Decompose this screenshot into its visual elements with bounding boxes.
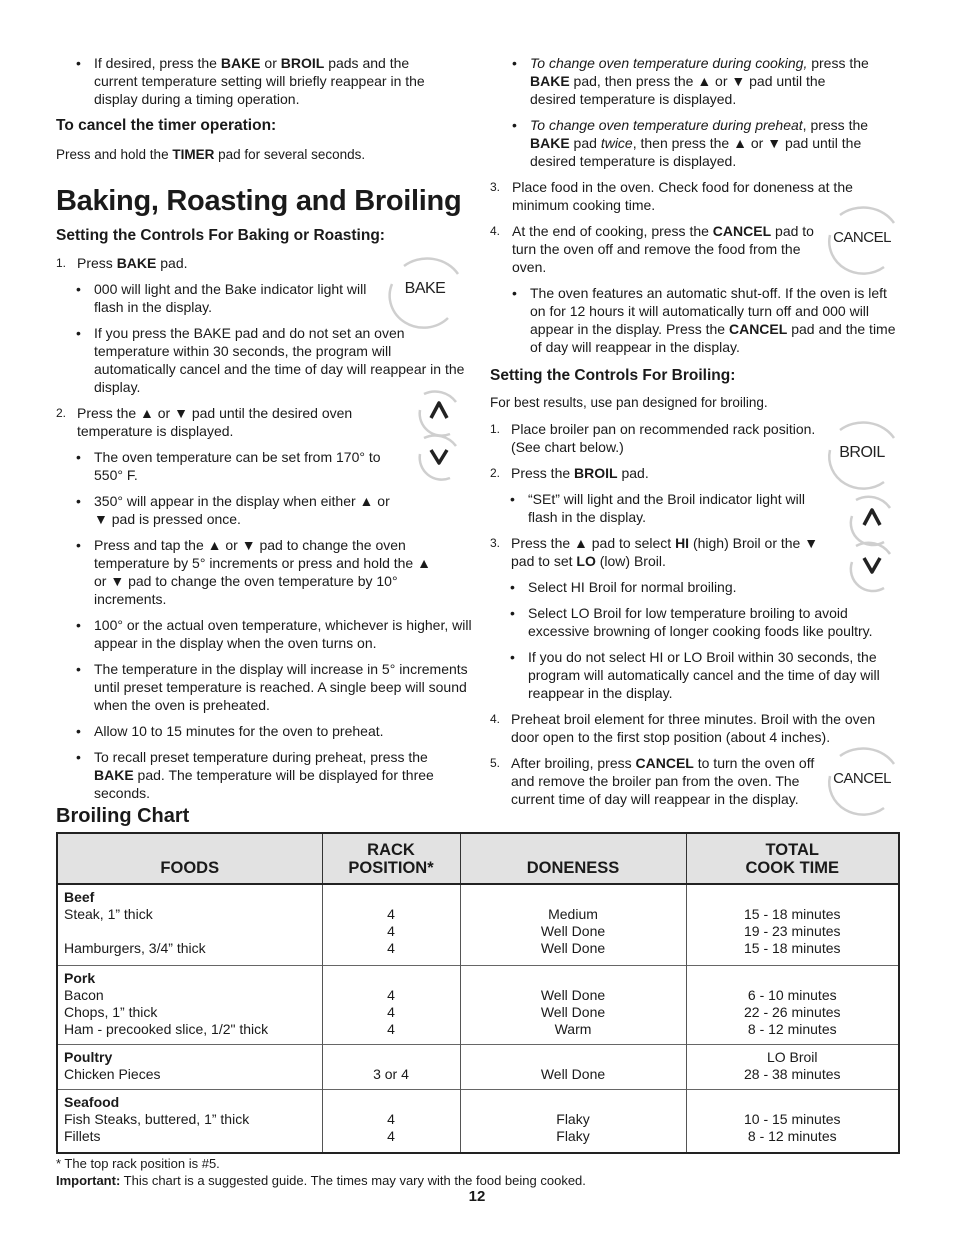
cell-doneness-line: Well Done xyxy=(540,1003,606,1020)
cell-food xyxy=(57,1044,322,1089)
cancel-pad-label: CANCEL xyxy=(833,770,891,787)
page-number: 12 xyxy=(468,1188,486,1205)
cell-time-line: 28 - 38 minutes xyxy=(744,1065,841,1082)
header-foods: FOODS xyxy=(57,833,322,884)
spacer xyxy=(693,1094,893,1111)
header-rack-position: RACK POSITION* xyxy=(322,833,460,884)
down-arrow-pad-graphic xyxy=(850,542,894,592)
cell-rack xyxy=(322,1044,460,1089)
auto-shutoff-bullet: • The oven features an automatic shut-off. If the oven is left on for 12 hours it will automatically turn off and 000 will appear in the display. Press the CANCEL pad and the time of day will reappear in the display. xyxy=(490,284,900,356)
broil-step-3-bullet: • Select LO Broil for low temperature broiling to avoid excessive browning of longer cooking foods like poultry. xyxy=(490,604,900,640)
rack-footnote: * The top rack position is #5. xyxy=(56,1156,220,1171)
cell-doneness-line: Well Done xyxy=(540,940,606,956)
bake-step-1-bullet: • If you press the BAKE pad and do not set an oven temperature within 30 seconds, the program will automatically cancel and the time of day will reappear in the display. xyxy=(56,324,476,396)
header-cook-time: TOTAL COOK TIME xyxy=(686,833,899,884)
cell-rack xyxy=(322,884,460,965)
change-temp-cooking-bullet: • To change oven temperature during cooking, press the BAKE pad, then press the ▲ or ▼ pad until the desired temperature is displayed. xyxy=(490,54,870,108)
group-name: Seafood xyxy=(64,1093,120,1110)
broil-step-1: 1. Place broiler pan on recommended rack position. (See chart below.) xyxy=(490,421,816,455)
spacer xyxy=(467,970,680,987)
table-row xyxy=(57,965,899,1044)
spacer xyxy=(693,889,893,906)
spacer xyxy=(467,889,680,906)
cell-doneness-line: Warm xyxy=(554,1020,592,1037)
cell-rack-line: 4 xyxy=(387,1127,395,1144)
spacer xyxy=(467,1049,680,1066)
broil-step-3: 3. Press the ▲ pad to select HI (high) Broil or the ▼ pad to set LO (low) Broil. xyxy=(490,535,819,569)
up-arrow-icon xyxy=(418,388,460,436)
cell-rack-line: 4 xyxy=(387,940,395,956)
cell-doneness-line: Medium xyxy=(548,906,598,922)
cell-rack-line: 4 xyxy=(387,906,395,922)
cell-time xyxy=(686,965,899,1044)
cell-food xyxy=(57,965,322,1044)
cell-time-line: 8 - 12 minutes xyxy=(747,1020,837,1037)
cell-time xyxy=(686,884,899,965)
broil-step-2: 2. Press the BROIL pad. xyxy=(490,465,649,481)
cell-rack-line: 4 xyxy=(387,986,395,1003)
cancel-pad-graphic xyxy=(826,746,898,812)
table-row xyxy=(57,1089,899,1153)
cell-doneness-line: Flaky xyxy=(556,1127,590,1144)
group-name: Poultry xyxy=(64,1048,113,1065)
bake-step-3: 3. Place food in the oven. Check food for doneness at the minimum cooking time. xyxy=(490,179,853,213)
cell-rack-line: 4 xyxy=(387,923,395,939)
bake-step-1-bullet: • 000 will light and the Bake indicator light will flash in the display. xyxy=(56,280,386,316)
up-arrow-pad-graphic xyxy=(418,388,460,436)
broiling-chart-table xyxy=(56,832,900,1154)
table-row xyxy=(57,1044,899,1089)
broil-pad-graphic xyxy=(826,420,898,486)
spacer xyxy=(329,1049,454,1066)
cell-doneness-line: Well Done xyxy=(540,1065,606,1082)
cell-food xyxy=(57,1089,322,1153)
change-temp-preheat-bullet: • To change oven temperature during preheat, press the BAKE pad twice, then press the ▲ or ▼ pad until the desired temperature is displayed. xyxy=(490,116,890,170)
bake-pad-label: BAKE xyxy=(404,280,446,297)
group-name: Beef xyxy=(64,889,95,905)
cell-doneness xyxy=(460,965,686,1044)
broil-step-5: 5. After broiling, press CANCEL to turn the oven off and remove the broiler pan from the oven. The current time of day will reappear in the display. xyxy=(490,755,815,807)
cell-food-line: Fish Steaks, buttered, 1” thick xyxy=(64,1110,250,1127)
spacer xyxy=(467,1094,680,1111)
cell-food-line: Bacon xyxy=(64,986,104,1003)
cancel-timer-text: Press and hold the TIMER pad for several seconds. xyxy=(56,147,366,162)
cell-time-line: 15 - 18 minutes xyxy=(744,940,841,956)
cell-doneness xyxy=(460,884,686,965)
header-doneness: DONENESS xyxy=(460,833,686,884)
broil-pad-label: BROIL xyxy=(839,444,885,461)
bake-step-2-bullet: • 100° or the actual oven temperature, whichever is higher, will appear in the display when the oven turns on. xyxy=(56,616,476,652)
bake-step-2-bullet: • The oven temperature can be set from 170° to 550° F. xyxy=(56,448,396,484)
cell-food xyxy=(57,884,322,965)
cell-rack xyxy=(322,965,460,1044)
group-time-note: LO Broil xyxy=(766,1048,818,1065)
cell-time-line: 8 - 12 minutes xyxy=(747,1127,837,1144)
cell-food-line: Steak, 1” thick xyxy=(64,906,153,922)
up-arrow-icon xyxy=(850,494,894,544)
table-body xyxy=(57,884,899,1153)
broiling-heading: Setting the Controls For Broiling: xyxy=(490,367,736,384)
group-name: Pork xyxy=(64,969,96,986)
cell-doneness xyxy=(460,1044,686,1089)
cell-food-line xyxy=(64,923,316,940)
bake-step-1: 1. Press BAKE pad. xyxy=(56,255,188,271)
cell-rack-line: 3 or 4 xyxy=(373,1065,409,1082)
baking-heading: Setting the Controls For Baking or Roasting: xyxy=(56,227,385,244)
cell-time-line: 19 - 23 minutes xyxy=(744,923,841,939)
timer-recall-bullet: • If desired, press the BAKE or BROIL pads and the current temperature setting will briefly reappear in the display during a timing operation. xyxy=(56,54,456,108)
cell-food-line: Chops, 1” thick xyxy=(64,1003,158,1020)
cell-food-line: Ham - precooked slice, 1/2" thick xyxy=(64,1020,269,1037)
cell-time-line: 22 - 26 minutes xyxy=(744,1003,841,1020)
down-arrow-icon xyxy=(418,434,460,482)
bake-pad-graphic xyxy=(388,256,462,322)
broil-step-3-bullet: • Select HI Broil for normal broiling. xyxy=(490,578,900,596)
broil-step-3-bullet: • If you do not select HI or LO Broil within 30 seconds, the program will automatically cancel and the time of day will reappear in the display. xyxy=(490,648,900,702)
cell-doneness-line: Well Done xyxy=(540,986,606,1003)
table-row xyxy=(57,884,899,965)
broiling-chart-title: Broiling Chart xyxy=(56,805,190,827)
down-arrow-icon xyxy=(850,542,894,592)
broil-step-4: 4. Preheat broil element for three minutes. Broil with the oven door open to the first stop position (about 4 inches). xyxy=(490,711,876,745)
cell-doneness-line: Flaky xyxy=(556,1110,590,1127)
bake-step-2-bullet: • The temperature in the display will increase in 5° increments until preset temperature is reached. A single beep will sound when the oven is preheated. xyxy=(56,660,476,714)
cell-rack-line: 4 xyxy=(387,1020,395,1037)
cell-food-line: Chicken Pieces xyxy=(64,1065,161,1082)
cell-doneness xyxy=(460,1089,686,1153)
cell-rack-line: 4 xyxy=(387,1003,395,1020)
spacer xyxy=(693,970,893,987)
cell-doneness-line: Well Done xyxy=(540,923,606,939)
bake-step-4: 4. At the end of cooking, press the CANCEL pad to turn the oven off and remove the food from the oven. xyxy=(490,223,814,275)
up-arrow-pad-graphic xyxy=(850,494,894,544)
broil-step-2-bullet: • “SEt” will light and the Broil indicator light will flash in the display. xyxy=(490,490,820,526)
spacer xyxy=(329,970,454,987)
table-footnote xyxy=(56,1155,586,1189)
important-note: Important: This chart is a suggested guide. The times may vary with the food being cooked. xyxy=(56,1173,586,1188)
bake-step-2-bullet: • Press and tap the ▲ or ▼ pad to change the oven temperature by 5° increments or press and hold the ▲ or ▼ pad to change the oven temperature by 10° increments. xyxy=(56,536,436,608)
bake-step-2-bullet: • 350° will appear in the display when either ▲ or ▼ pad is pressed once. xyxy=(56,492,396,528)
cancel-pad-graphic xyxy=(826,205,898,271)
cell-rack-line: 4 xyxy=(387,1110,395,1127)
cell-rack xyxy=(322,1089,460,1153)
cell-time xyxy=(686,1044,899,1089)
cell-food-line: Hamburgers, 3/4” thick xyxy=(64,940,206,956)
down-arrow-pad-graphic xyxy=(418,434,460,482)
cell-food-line: Fillets xyxy=(64,1127,101,1144)
section-title: Baking, Roasting and Broiling xyxy=(56,185,462,217)
table-header-row xyxy=(57,833,899,884)
cell-time-line: 10 - 15 minutes xyxy=(744,1110,841,1127)
left-column xyxy=(56,54,476,810)
recall-preheat-bullet: • To recall preset temperature during preheat, press the BAKE pad. The temperature will be displayed for three seconds. xyxy=(56,748,456,802)
cancel-pad-label: CANCEL xyxy=(833,229,891,246)
cell-time xyxy=(686,1089,899,1153)
bake-step-2: 2. Press the ▲ or ▼ pad until the desired oven temperature is displayed. xyxy=(56,405,353,439)
spacer xyxy=(329,889,454,906)
cancel-timer-heading: To cancel the timer operation: xyxy=(56,117,277,134)
cell-time-line: 15 - 18 minutes xyxy=(744,906,841,922)
cell-time-line: 6 - 10 minutes xyxy=(747,986,837,1003)
spacer xyxy=(329,1094,454,1111)
broil-intro: For best results, use pan designed for broiling. xyxy=(490,395,768,410)
bake-step-2-bullet: • Allow 10 to 15 minutes for the oven to preheat. xyxy=(56,722,476,740)
